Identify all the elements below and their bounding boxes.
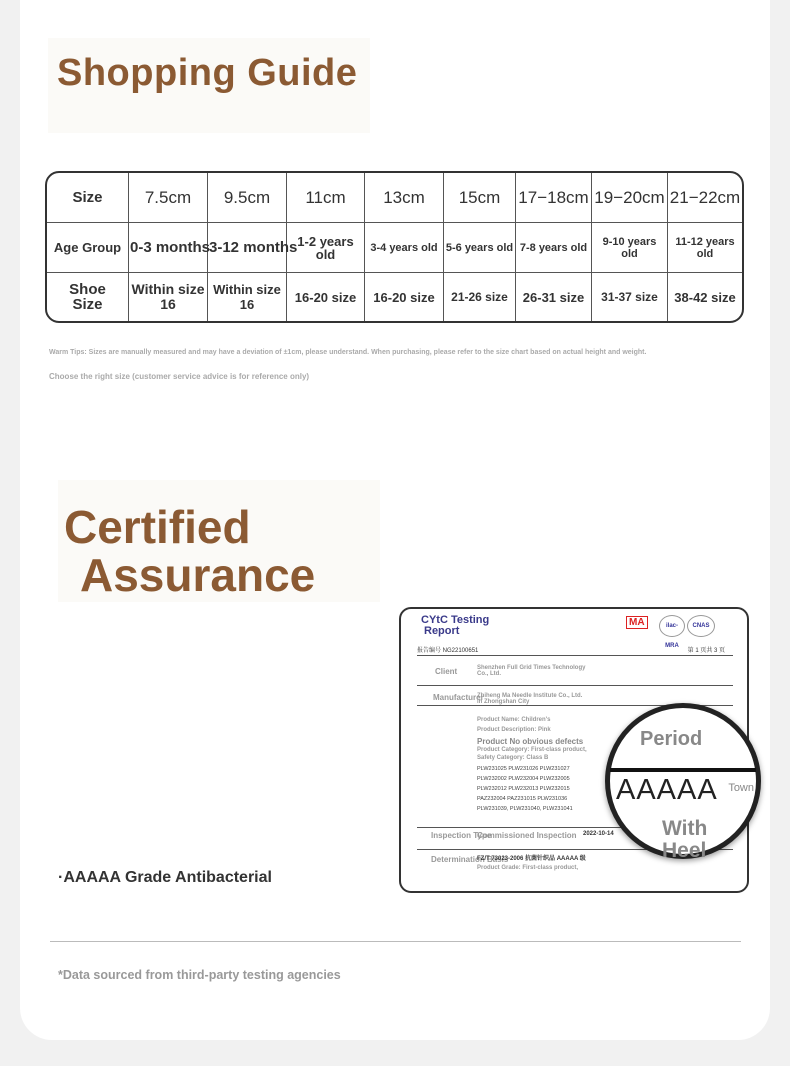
sample-code-row: PLW231025 PLW231026 PLW231027 xyxy=(477,766,570,772)
product-name: Product Name: Children's xyxy=(477,717,551,723)
size-cell: 13cm xyxy=(365,173,444,223)
report-page: 第 1 页共 3 页 xyxy=(687,648,725,654)
magnified-heel: Heel xyxy=(662,839,707,862)
magnified-period: Period xyxy=(640,728,703,750)
inspection-value: Commissioned Inspection xyxy=(477,831,577,840)
size-cell: 15cm xyxy=(444,173,516,223)
shoe-size-row xyxy=(47,273,742,321)
inspection-date: 2022-10-14 xyxy=(583,831,614,837)
cnas-logo: CNAS xyxy=(687,615,715,637)
age-row-label: Age Group xyxy=(47,223,129,273)
size-cell: 19−20cm xyxy=(592,173,668,223)
report-title-line-2: Report xyxy=(424,625,460,637)
age-cell: 0-3 months xyxy=(129,223,208,273)
cma-logo: MA xyxy=(626,616,648,629)
manufacturer-label: Manufacturer xyxy=(433,693,484,702)
product-description: Product Description: Pink xyxy=(477,727,551,733)
shoe-size-row-label xyxy=(47,273,129,321)
sample-code-row: PLW232002 PLW232004 PLW232005 xyxy=(477,776,570,782)
shopping-guide-title: Shopping Guide xyxy=(57,52,358,94)
shoe-cell: 16-20 size xyxy=(365,273,444,321)
report-title xyxy=(421,615,489,637)
shoe-label-line-2: Size xyxy=(72,296,103,313)
magnified-with: With xyxy=(662,817,708,840)
magnifier-lens xyxy=(605,703,761,862)
shoe-label-line-1: Shoe xyxy=(69,281,106,298)
sample-code-row: PLW231039, PLW231040, PLW231041 xyxy=(477,806,573,812)
size-cell: 11cm xyxy=(287,173,365,223)
magnified-bottom-text xyxy=(662,818,707,862)
shoe-cell: Within size 16 xyxy=(208,273,287,321)
age-cell: 11-12 years old xyxy=(668,223,742,273)
basis-value: FZ/T 73023-2006 抗菌针织品 AAAAA 级 xyxy=(477,856,586,862)
age-cell: 1-2 years old xyxy=(287,223,365,273)
shoe-cell: 26-31 size xyxy=(516,273,592,321)
section-divider xyxy=(50,941,741,942)
age-cell: 3-4 years old xyxy=(365,223,444,273)
age-cell: 5-6 years old xyxy=(444,223,516,273)
sample-code-row: PLW232012 PLW232013 PLW232015 xyxy=(477,786,570,792)
shoe-cell: 31-37 size xyxy=(592,273,668,321)
sample-code-row: PAZ232004 PAZ231015 PLW231036 xyxy=(477,796,568,802)
product-status: Product No obvious defects xyxy=(477,737,584,746)
sample-codes xyxy=(477,764,573,814)
magnified-rule xyxy=(610,768,756,772)
client-label: Client xyxy=(435,667,458,676)
report-rule xyxy=(417,685,733,686)
shoe-cell: 16-20 size xyxy=(287,273,365,321)
final-grade: Product Grade: First-class product, xyxy=(477,865,579,871)
report-title-line-1: CYtC Testing xyxy=(421,614,490,626)
age-cell: 9-10 years old xyxy=(592,223,668,273)
warm-tip-text: Warm Tips: Sizes are manually measured and may have a deviation of ±1cm, please understand. When purchasing, please refer to the size chart based on actual height and weight. xyxy=(49,349,647,356)
shoe-cell: Within size 16 xyxy=(129,273,208,321)
size-advice-text: Choose the right size (customer service advice is for reference only) xyxy=(49,372,310,381)
age-row xyxy=(47,223,742,273)
certified-title-line-2: Assurance xyxy=(80,549,316,601)
shoe-cell: 21-26 size xyxy=(444,273,516,321)
safety-line: Safety Category: Class B xyxy=(477,755,549,761)
age-cell: 7-8 years old xyxy=(516,223,592,273)
manufacturer-value: Zhiheng Ma Needle Institute Co., Ltd. in Zhongshan City xyxy=(477,693,583,705)
shoe-cell: 38-42 size xyxy=(674,289,736,305)
size-row xyxy=(47,173,742,223)
age-cell: 3-12 months xyxy=(208,223,287,273)
size-cell: 9.5cm xyxy=(208,173,287,223)
size-cell: 7.5cm xyxy=(129,173,208,223)
basis-label: Determination Basis xyxy=(431,855,509,864)
magnified-grade: AAAAA xyxy=(616,774,718,806)
certified-title-line-1: Certified xyxy=(64,501,251,553)
size-chart-table xyxy=(45,171,744,323)
client-value: Shenzhen Full Grid Times Technology Co., Ltd. xyxy=(477,665,586,677)
report-number: 报告编号 NG22100651 xyxy=(417,648,479,654)
grade-line: Product Category: First-class product, xyxy=(477,747,587,753)
antibacterial-feature: ·AAAAA Grade Antibacterial xyxy=(58,869,272,886)
data-source-note: *Data sourced from third-party testing agencies xyxy=(58,968,341,982)
size-cell: 17−18cm xyxy=(516,173,592,223)
magnified-side-text: Town xyxy=(728,782,754,794)
inspection-label: Inspection Type xyxy=(431,831,492,840)
size-cell: 21−22cm xyxy=(668,173,742,223)
report-rule xyxy=(417,655,733,656)
testing-report-image xyxy=(399,607,754,893)
size-row-label: Size xyxy=(47,173,129,223)
ilac-logo: ilac-MRA xyxy=(659,615,685,637)
